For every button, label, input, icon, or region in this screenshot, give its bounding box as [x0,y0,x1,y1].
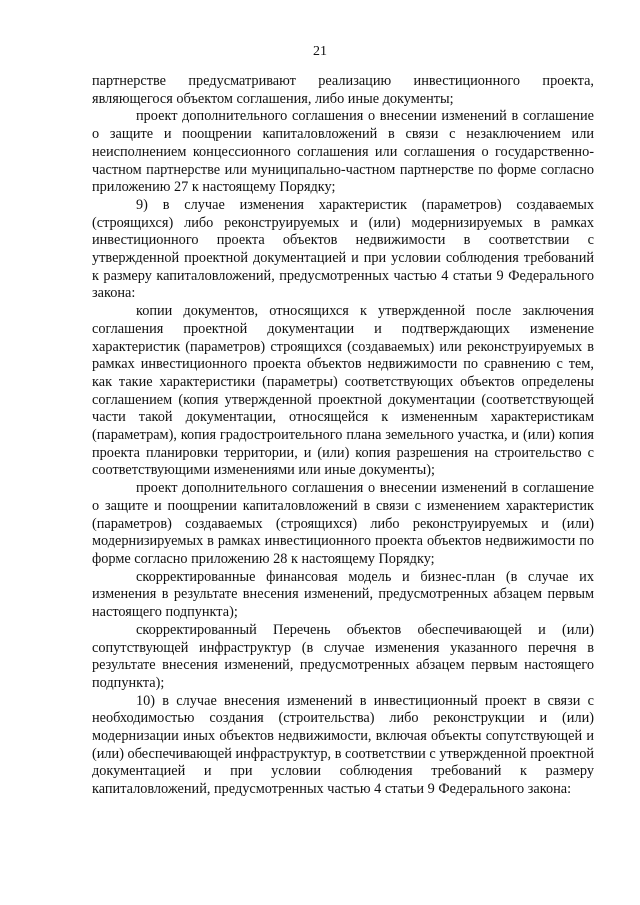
paragraph-item-9: 9) в случае изменения характеристик (параметров) создаваемых (строящихся) либо реконструируемых и (или) модернизируемых в рамках инвестиционного проекта объектов недвижимости в соответствии с утвержденной проектной документацией и при условии соблюдения требований к размеру капиталовложений, предусмотренных частью 4 статьи 9 Федерального закона: [92,196,594,302]
paragraph-continuation: партнерстве предусматривают реализацию инвестиционного проекта, являющегося объектом соглашения, либо иные документы; [92,73,594,107]
paragraph-infrastructure-list: скорректированный Перечень объектов обеспечивающей и (или) сопутствующей инфраструктур (в случае изменения указанного перечня в результате внесения изменений, предусмотренных абзацем первым настоящего подпункта); [92,621,594,691]
paragraph-project-agreement-concession: проект дополнительного соглашения о внесении изменений в соглашение о защите и поощрении капиталовложений в связи с незаключением или неисполнением концессионного соглашения или соглашения о государственно-частном партнерстве или муниципально-частном партнерстве по форме согласно приложению 27 к настоящему Порядку; [92,108,594,196]
paragraph-item-10: 10) в случае внесения изменений в инвестиционный проект в связи с необходимостью создания (строительства) либо реконструкции и (или) модернизации иных объектов недвижимости, включая объекты сопутствующей и (или) обеспечивающей инфраструктур, в соответствии с утвержденной проектной документацией и при условии соблюдения требований к размеру капиталовложений, предусмотренных частью 4 статьи 9 Федерального закона: [92,692,594,798]
paragraph-project-agreement-characteristics: проект дополнительного соглашения о внесении изменений в соглашение о защите и поощрении капиталовложений в связи с изменением характеристик (параметров) создаваемых (строящихся) либо реконструируемых и (или) модернизируемых в рамках инвестиционного проекта объектов недвижимости по форме согласно приложению 28 к настоящему Порядку; [92,480,594,567]
paragraph-financial-model: скорректированные финансовая модель и бизнес-план (в случае их изменения в результате внесения изменений, предусмотренных абзацем первым настоящего подпункта); [92,568,594,621]
page-number: 21 [313,44,327,59]
document-body [92,73,594,799]
paragraph-document-copies: копии документов, относящихся к утвержденной после заключения соглашения проектной документации и подтверждающих изменение характеристик (параметров) строящихся (создаваемых) или реконструируемых в рамках инвестиционного проекта объектов недвижимости по сравнению с тем, как такие характеристики (параметры) соответствующих объектов определены соглашением (копия утвержденной проектной документации (соответствующей части такой документации, относящейся к измененным характеристикам (параметрам), копия градостроительного плана земельного участка, и (или) копия проекта планировки территории, и (или) копия разрешения на строительство с соответствующими изменениями или иные документы); [92,303,594,479]
